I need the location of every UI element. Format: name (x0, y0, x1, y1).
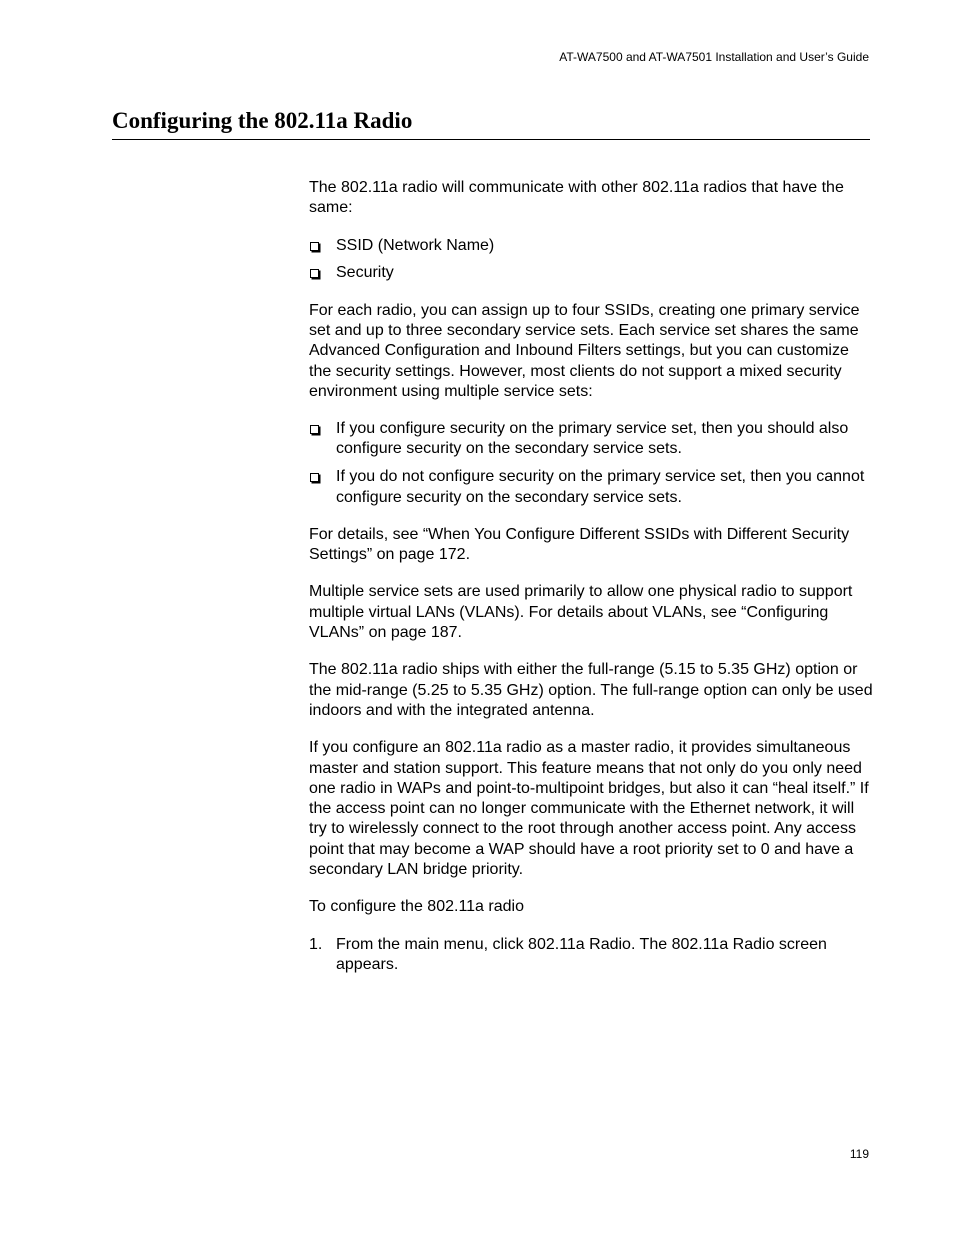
procedure-step (309, 935, 874, 976)
ssid-paragraph: For each radio, you can assign up to four SSIDs, creating one primary service set and up to three secondary service sets. Each service set shares the same Advanced Configuration and Inbound Filters settings, but you can customize the security settings. However, most clients do not support a mixed security environment using multiple service sets: (309, 301, 860, 400)
checkbox-bullet-icon (310, 269, 319, 278)
checkbox-bullet-icon (310, 425, 319, 434)
list-item-text: Security (336, 264, 394, 282)
step-number: 1. (309, 935, 323, 953)
vlan-paragraph: Multiple service sets are used primarily to allow one physical radio to support multiple virtual LANs (VLANs). For details about VLANs, see “Configuring VLANs” on page 187. (309, 583, 853, 642)
list-item (309, 467, 874, 508)
list-item-text: If you configure security on the primary service set, then you should also configure security on the secondary service sets. (336, 420, 849, 458)
step-text: From the main menu, click 802.11a Radio. The 802.11a Radio screen appears. (336, 935, 827, 973)
master-radio-paragraph: If you configure an 802.11a radio as a master radio, it provides simultaneous master and station support. This feature means that not only do you only need one radio in WAPs and point-to-multipoint bridges, but also it can “heal itself.” If the access point can no longer communicate with the Ethernet network, it will try to wirelessly connect to the root through another access point. Any access point that may become a WAP should have a root priority set to 0 and have a secondary LAN bridge priority. (309, 739, 869, 879)
list-item-text: SSID (Network Name) (336, 236, 495, 254)
security-rules-list (309, 419, 874, 508)
list-item (309, 263, 874, 283)
procedure-intro: To configure the 802.11a radio (309, 898, 524, 916)
intro-paragraph: The 802.11a radio will communicate with other 802.11a radios that have the same: (309, 179, 844, 217)
body-column (309, 178, 874, 975)
running-header: AT-WA7500 and AT-WA7501 Installation and User’s Guide (559, 50, 869, 64)
section-title: Configuring the 802.11a Radio (112, 106, 870, 140)
list-item (309, 236, 874, 256)
list-item-text: If you do not configure security on the primary service set, then you cannot configure security on the secondary service sets. (336, 468, 865, 506)
checkbox-bullet-icon (310, 242, 319, 251)
checkbox-bullet-icon (310, 473, 319, 482)
details-paragraph: For details, see “When You Configure Different SSIDs with Different Security Settings” on page 172. (309, 525, 850, 564)
list-item (309, 419, 874, 460)
procedure-steps (309, 935, 874, 976)
range-paragraph: The 802.11a radio ships with either the full-range (5.15 to 5.35 GHz) option or the mid-range (5.25 to 5.35 GHz) option. The full-range option can only be used indoors and with the integrated antenna. (309, 661, 873, 719)
page-number: 119 (849, 1147, 869, 1161)
same-settings-list (309, 236, 874, 284)
